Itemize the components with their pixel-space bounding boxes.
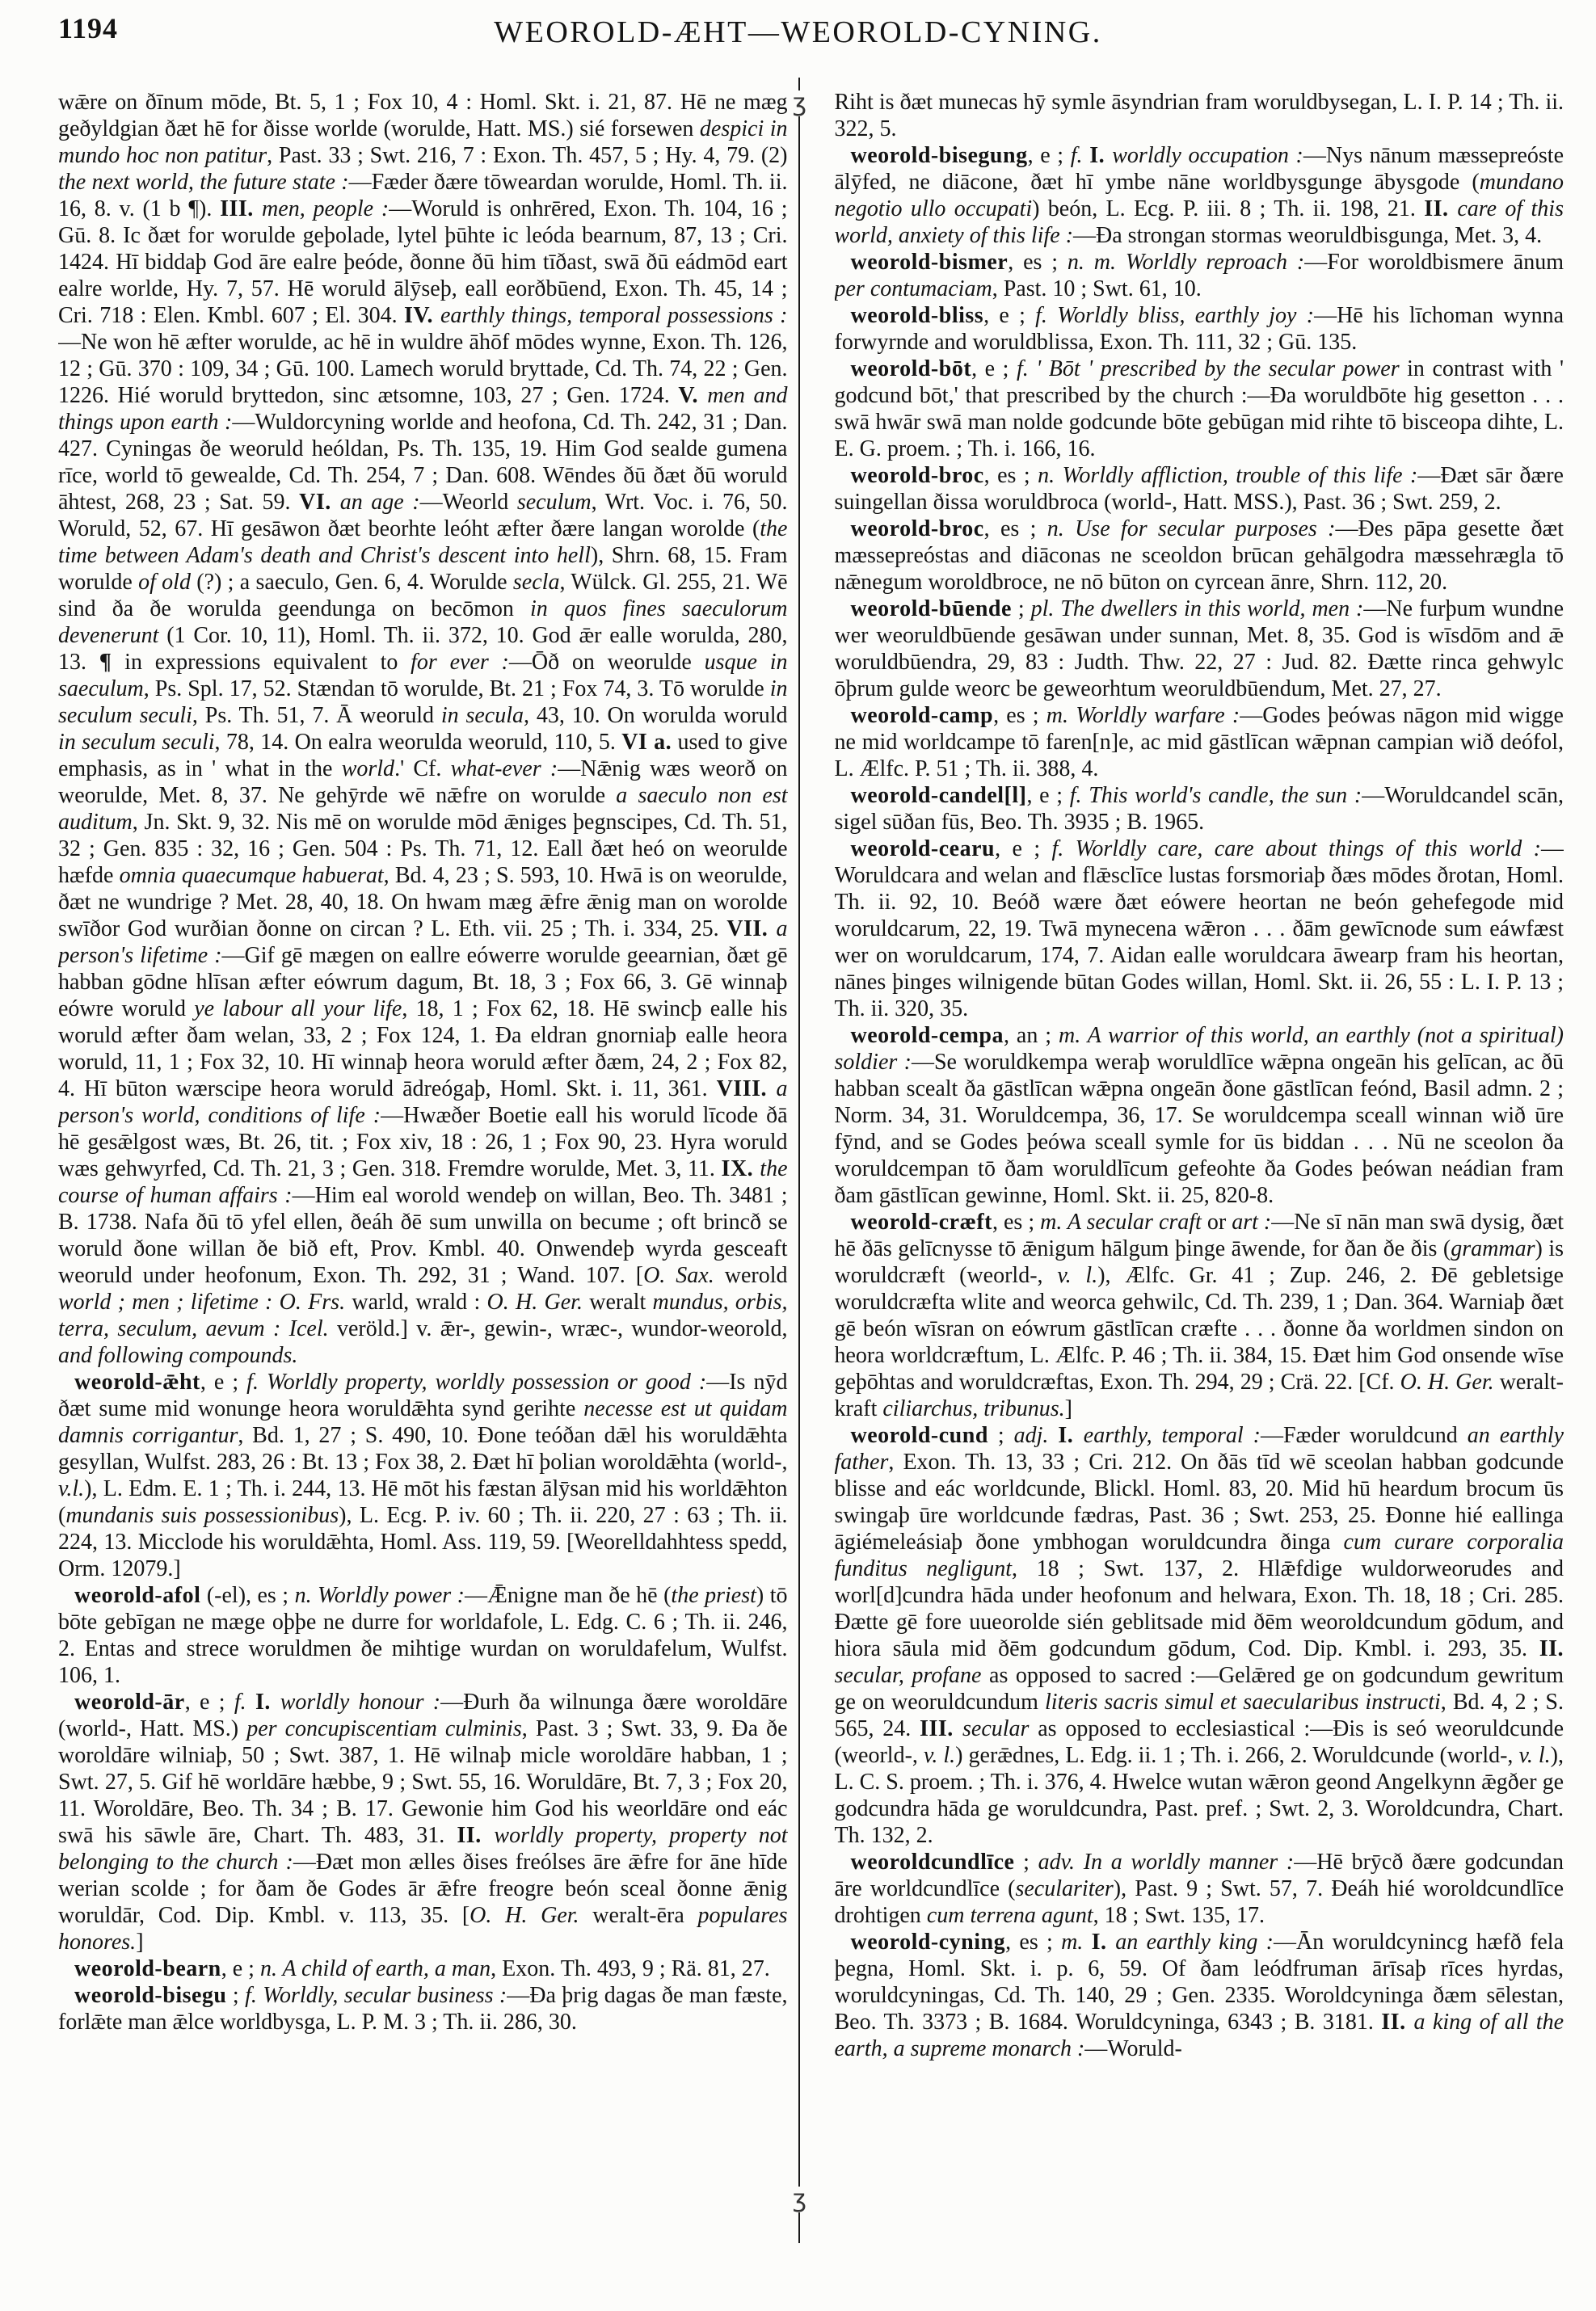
entry-weorold-bot: weorold-bōt, e ; f. ' Bōt ' prescribed by the secular power in contrast with ' godcund bōt,' that prescribed by the church :—Ða woruldbōte hig gesetton . . . swā hwār swā man nolde godcunde bōte gebūgan mid rihte tō bisceopa dihte, L. E. G. proem. ; Th. i. 166, 16. <box>834 356 1564 461</box>
entry-weorold-cearu: weorold-cearu, e ; f. Worldly care, care about things of this world :—Woruldcara and welan and flǣsclīce lustas forsmoriaþ ðæs mōdes ðrotan, Homl. Th. ii. 92, 10. Beóð wære ðæt eówere heortan ne beón gehefegode mid woruldcarum, 22, 19. Twā mynecena wǣron . . . ðām gewīcnode sum eáwfæst wer on woruldcarum, 174, 7. Aidan ealle woruldcara āwearp fram his heortan, nānes þinges wilnigende būtan Godes willan, Homl. Skt. ii. 26, 55 : L. I. P. 13 ; Th. ii. 320, 35. <box>834 836 1564 1021</box>
column-divider-rule <box>798 78 800 2243</box>
entry-weorold-craeft: weorold-cræft, es ; m. A secular craft or art :—Ne sī nān man swā dysig, ðæt hē ðās gelīcnysse tō ǣnigum hālgum þinge āwende, for ðan ðe ðis (grammar) is woruldcræft (weorld-, v. l.), Ælfc. Gr. 41 ; Zup. 246, 2. Ðē gebletsige woruldcræfta wlite and weorca gehwilc, Cd. Th. 239, 1 ; Dan. 364. Warniaþ ðæt gē beón wīsran on eówrum gāstlīcan cræfte . . . ðonne ða worldmen sindon on heora worldcræftum, L. Ælfc. P. 46 ; Th. ii. 384, 15. Ðæt him God onsende wīse geþōhtas and woruldcræftas, Exon. Th. 294, 29 ; Crä. 22. [Cf. O. H. Ger. weralt-kraft ciliarchus, tribunus.] <box>834 1210 1564 1421</box>
entry-weorold-candel: weorold-candel[l], e ; f. This world's candle, the sun :—Woruldcandel scān, sigel sūðan fūs, Beo. Th. 3935 ; B. 1965. <box>834 783 1564 835</box>
entry-weorold-broc-1: weorold-broc, es ; n. Worldly affliction, trouble of this life :—Ðæt sār ðære suingellan ðissa woruldbroca (world-, Hatt. MSS.), Past. 36 ; Swt. 259, 2. <box>834 463 1564 515</box>
column-left <box>58 89 788 2062</box>
entry-weorold-bearn: weorold-bearn, e ; n. A child of earth, a man, Exon. Th. 493, 9 ; Rä. 81, 27. <box>74 1956 770 1981</box>
entry-weorold-bisegu: weorold-bisegu ; f. Worldly, secular business :—Ða þrig dagas ðe man fæste, forlǣte man ǣlce worldbysga, L. P. M. 3 ; Th. ii. 286, 30. <box>58 1983 788 2035</box>
entry-weorold-bliss: weorold-bliss, e ; f. Worldly bliss, earthly joy :—Hē his līchoman wynna forwyrnde and woruldblissa, Exon. Th. 111, 32 ; Gū. 135. <box>834 303 1564 355</box>
entry-weorold-bismer: weorold-bismer, es ; n. m. Worldly reproach :—For woroldbismere ānum per contumaciam, Past. 10 ; Swt. 61, 10. <box>834 250 1564 301</box>
entry-weorold-cyning: weorold-cyning, es ; m. I. an earthly king :—Ān woruldcynincg hæfð fela þegna, Homl. Skt. i. p. 6, 59. Of ðam leódfruman ārīsaþ rīces hyrdas, woruldcyningas, Cd. Th. 140, 29 ; Gen. 2335. Woroldcyninga ðæm sēlestan, Beo. Th. 3373 ; B. 1684. Woruldcyninga, 6343 ; B. 3181. II. a king of all the earth, a supreme monarch :—Woruld- <box>834 1930 1564 2061</box>
entry-weoroldcundlice: weoroldcundlīce ; adv. In a worldly manner :—Hē brȳcð ðære godcundan āre worldcundlīce (seculariter), Past. 9 ; Swt. 57, 7. Ðeáh hié woroldcundlīce drohtigen cum terrena agunt, 18 ; Swt. 135, 17. <box>834 1850 1564 1928</box>
running-title: WEOROLD-ÆHT—WEOROLD-CYNING. <box>494 15 1102 49</box>
margin-mark-bottom: ʒ <box>792 2185 807 2213</box>
entry-weorold-ar: weorold-ār, e ; f. I. worldly honour :—Ðurh ða wilnunga ðære woroldāre (world-, Hatt. MS.) per concupiscentiam culminis, Past. 3 ; Swt. 33, 9. Ða ðe woroldāre wilniaþ, 50 ; Swt. 387, 1. Hē wilnaþ micle woroldāre habban, 1 ; Swt. 27, 5. Gif hē worldāre hæbbe, 9 ; Swt. 55, 16. Woruldāre, Bt. 7, 3 ; Fox 20, 11. Woroldāre, Beo. Th. 34 ; B. 17. Gewonie him God his weorldāre ond eác swā his sāwle āre, Chart. Th. 483, 31. II. worldly property, property not belonging to the church :—Ðæt mon ælles ðises freólses āre ǣfre for āne hīde werian scolde ; for ðam ðe Godes ār ǣfre freogre beón sceal ðonne ǣnig woruldār, Cod. Dip. Kmbl. v. 113, 35. [O. H. Ger. weralt-ēra populares honores.] <box>58 1690 788 1955</box>
entry-weorold-camp: weorold-camp, es ; m. Worldly warfare :—Godes þeówas nāgon mid wigge ne mid worldcampe tō faren[n]e, ac mid gāstlīcan wǣpnan campian wið deófol, L. Ælfc. P. 51 ; Th. ii. 388, 4. <box>834 703 1564 781</box>
page-number: 1194 <box>58 12 119 44</box>
margin-mark-top: ʒ <box>792 89 807 117</box>
entry-weorold-aeht: weorold-ǣht, e ; f. Worldly property, worldly possession or good :—Is nȳd ðæt sume mid wonunge heora woruldǣhta synd gerihte necesse est ut quidam damnis corrigantur, Bd. 1, 27 ; S. 490, 10. Ðone teóðan dǣl his woruldǣhta gesyllan, Wulfst. 283, 26 : Bt. 13 ; Fox 38, 2. Ðæt hī þolian woroldǣhta (world-, v.l.), L. Edm. E. 1 ; Th. i. 244, 13. Hē mōt his fæstan ālȳsan mid his worldǣhton (mundanis suis possessionibus), L. Ecg. P. iv. 60 ; Th. ii. 220, 27 : 63 ; Th. ii. 224, 13. Micclode his woruldǣhta, Homl. Ass. 119, 59. [Weorelldahhtess spedd, Orm. 12079.] <box>58 1370 788 1581</box>
entry-weorold-bisegung: weorold-bisegung, e ; f. I. worldly occupation :—Nys nānum mæssepreóste ālȳfed, ne diācone, ðæt hī ymbe nāne worldbysgunge ābysgode (mundano negotio ullo occupati) beón, L. Ecg. P. iii. 8 ; Th. ii. 198, 21. II. care of this world, anxiety of this life :—Ða strongan stormas weoruldbisgunga, Met. 3, 4. <box>834 143 1564 248</box>
entry-weorold-buende: weorold-būende ; pl. The dwellers in this world, men :—Ne furþum wundne wer weoruldbūende gesāwan under sunnan, Met. 8, 35. God is wīsdōm and ǣ woruldbūendra, 29, 83 : Judth. Thw. 22, 27 : Jud. 82. Ðætte rinca gehwylc ōþrum gulde weorc be geweorhtum weoruldbūendum, Met. 27, 27. <box>834 596 1564 701</box>
continuation-weorold-bisegu: Riht is ðæt munecas hȳ symle āsyndrian fram woruldbysegan, L. I. P. 14 ; Th. ii. 322, 5. <box>834 90 1564 141</box>
entry-weorold-broc-2: weorold-broc, es ; n. Use for secular purposes :—Ðes pāpa gesette ðæt mæssepreóstas and diāconas ne sceoldon brūcan gehālgodra mæssehrægla tō nǣnegum woroldbroce, ne nō būton on cyrcean ānre, Shrn. 112, 20. <box>834 516 1564 595</box>
entry-weorold-cempa: weorold-cempa, an ; m. A warrior of this world, an earthly (not a spiritual) soldier :—Se woruldkempa weraþ woruldlīce wǣpna ongeān his gelīcan, ac ðū habban scealt ða gāstlīcan wǣpna ongeān ðone gāstlīcan feónd, Basil admn. 2 ; Norm. 34, 31. Woruldcempa, 36, 17. Se woruldcempa sceall winnan wið ūre fȳnd, and se Godes þeówa sceall symle for ūs biddan . . . Nū ne sceolon ða woruldcempan tō ðam woruldlīcum gefeohte ða Godes þeówan neádian fram ðam gāstlīcan gewinne, Homl. Skt. ii. 25, 820-8. <box>834 1023 1564 1208</box>
column-right <box>835 89 1564 2062</box>
entry-weorold-cund: weorold-cund ; adj. I. earthly, temporal :—Fæder woruldcund an earthly father, Exon. Th. 13, 33 ; Cri. 212. On ðās tīd wē sceolan habban godcunde blisse and eác worldcunde, Blickl. Homl. 83, 20. Mid hū heardum brocum ūs swingaþ ūre worldcunde fædras, Past. 36 ; Swt. 253, 25. Ðonne hié eallinga āgiémeleásiaþ ðone ymbhogan woruldcundra ðinga cum curare corporalia funditus negligunt, 18 ; Swt. 137, 2. Hlǣfdige wuldorweorudes and worl[d]cundra hāda under heofonum and helwara, Exon. Th. 18, 18 ; Cri. 285. Ðætte gē fore uueorolde sién geblitsade mid ðēm weoroldcundum gōdum, and hiora sāula mid ðēm godcundum gōdum, Cod. Dip. Kmbl. i. 293, 35. II. secular, profane as opposed to sacred :—Gelǣred ge on godcundum gewritum ge on weoruldcundum literis sacris simul et saecularibus instructi, Bd. 4, 2 ; S. 565, 24. III. secular as opposed to ecclesiastical :—Ðis is seó weoruldcunde (weorld-, v. l.) gerǣdnes, L. Edg. ii. 1 ; Th. i. 266, 2. Woruldcunde (world-, v. l.), L. C. S. proem. ; Th. i. 376, 4. Hwelce wutan wǣron geond Angelkynn ǣgðer ge godcundra hāda ge woruldcundra, Past. pref. ; Swt. 2, 3. Woroldcundra, Chart. Th. 132, 2. <box>834 1423 1564 1848</box>
entry-weorold-afol: weorold-afol (-el), es ; n. Worldly power :—Ǣnigne man ðe hē (the priest) tō bōte gebīgan ne mæge oþþe ne durre for worldafole, L. Edg. C. 6 ; Th. ii. 246, 2. Entas and strece woruldmen ðe mihtige wurdan on woruldafelum, Wulfst. 106, 1. <box>58 1583 788 1688</box>
page-header <box>0 0 1596 71</box>
continuation-weorold: wǣre on ðīnum mōde, Bt. 5, 1 ; Fox 10, 4 : Homl. Skt. i. 21, 87. Hē ne mæg geðyldgian ðæt hē for ðisse worlde (worulde, Hatt. MS.) sié forsewen despici in mundo hoc non patitur, Past. 33 ; Swt. 216, 7 : Exon. Th. 457, 5 ; Hy. 4, 79. (2) the next world, the future state :—Fæder ðære tōweardan worulde, Homl. Th. ii. 16, 8. v. (1 b ¶). III. men, people :—Woruld is onhrēred, Exon. Th. 104, 16 ; Gū. 8. Ic ðæt for worulde geþolade, lytel þūhte ic leóda bearnum, 87, 13 ; Cri. 1424. Hī biddaþ God āre ealre þeóde, ðonne ðū him tīðast, swā ðū eádmōd eart ealre worlde, Hy. 7, 57. Hē woruld ālȳseþ, eall eorðbūend, Exon. Th. 45, 14 ; Cri. 718 : Elen. Kmbl. 607 ; El. 304. IV. earthly things, temporal possessions :—Ne won hē æfter worulde, ac hē in wuldre āhōf mōdes wynne, Exon. Th. 126, 12 ; Gū. 370 : 109, 34 ; Gū. 100. Lamech woruld bryttade, Cd. Th. 74, 22 ; Gen. 1226. Hié woruld bryttedon, sinc ætsomne, 103, 27 ; Gen. 1724. V. men and things upon earth :—Wuldorcyning worlde and heofona, Cd. Th. 242, 31 ; Dan. 427. Cyningas ðe weoruld heóldan, Ps. Th. 135, 19. Him God sealde gumena rīce, world tō gewealde, Cd. Th. 254, 7 ; Dan. 608. Wēndes ðū ðæt ðū woruld āhtest, 268, 23 ; Sat. 59. VI. an age :—Weorld seculum, Wrt. Voc. i. 76, 50. Woruld, 52, 67. Hī gesāwon ðæt beorhte leóht æfter ðære langan worolde (the time between Adam's death and Christ's descent into hell), Shrn. 68, 15. Fram worulde of old (?) ; a saeculo, Gen. 6, 4. Worulde secla, Wülck. Gl. 255, 21. Wē sind ða ðe worulda geendunga on becōmon in quos fines saeculorum devenerunt (1 Cor. 10, 11), Homl. Th. ii. 372, 10. God ǣr ealle worulda, 280, 13. ¶ in expressions equivalent to for ever :—Ōð on weorulde usque in saeculum, Ps. Spl. 17, 52. Stændan tō worulde, Bt. 21 ; Fox 74, 3. Tō worulde in seculum seculi, Ps. Th. 51, 7. Ā weoruld in secula, 43, 10. On worulda woruld in seculum seculi, 78, 14. On ealra weorulda weoruld, 110, 5. VI a. used to give emphasis, as in ' what in the world.' Cf. what-ever :—Nǣnig wæs weorð on weorulde, Met. 8, 37. Ne gehȳrde wē nǣfre on worulde a saeculo non est auditum, Jn. Skt. 9, 32. Nis mē on worulde mōd ǣniges þegnscipes, Cd. Th. 51, 32 ; Gen. 835 : 32, 16 ; Gen. 504 : Ps. Th. 71, 12. Eall ðæt heó on weorulde hæfde omnia quaecumque habuerat, Bd. 4, 23 ; S. 593, 10. Hwā is on weorulde, ðæt ne wundrige ? Met. 28, 40, 18. On hwam mæg ǣfre ǣnig man on worolde swīðor God wurðian ðonne on circan ? L. Eth. vii. 25 ; Th. i. 334, 25. VII. a person's lifetime :—Gif gē mægen on eallre eówerre worulde geearnian, ðæt gē habban gōdne hlīsan æfter eówrum dagum, Bt. 18, 3 ; Fox 66, 3. Gē winnaþ eówre woruld ye labour all your life, 18, 1 ; Fox 62, 18. Hē swincþ ealle his woruld æfter ðam welan, 33, 2 ; Fox 124, 1. Ða eldran gnorniaþ ealle heora woruld, 11, 1 ; Fox 32, 10. Hī winnaþ heora woruld æfter ðæm, 24, 2 ; Fox 82, 4. Hī būton wærscipe heora woruld ādreógaþ, Homl. Skt. i. 11, 361. VIII. a person's world, conditions of life :—Hwæðer Boetie eall his woruld līcode ðā hē gesǣlgost wæs, Bt. 26, tit. ; Fox xiv, 18 : 26, 1 ; Fox 90, 23. Hyra woruld wæs gehwyrfed, Cd. Th. 21, 3 ; Gen. 318. Fremdre worulde, Met. 3, 11. IX. the course of human affairs :—Him eal worold wendeþ on willan, Beo. Th. 3481 ; B. 1738. Nafa ðū tō yfel ellen, ðeáh ðē sum unwilla on becume ; oft brincð se woruld ðone willan ðe bið eft, Prov. Kmbl. 40. Onwendeþ wyrda gesceaft weoruld under heofonum, Exon. Th. 292, 31 ; Wand. 107. [O. Sax. werold world ; men ; lifetime : O. Frs. warld, wrald : O. H. Ger. weralt mundus, orbis, terra, seculum, aevum : Icel. veröld.] v. ǣr-, gewin-, wræc-, wundor-weorold, and following compounds. <box>58 90 788 1368</box>
